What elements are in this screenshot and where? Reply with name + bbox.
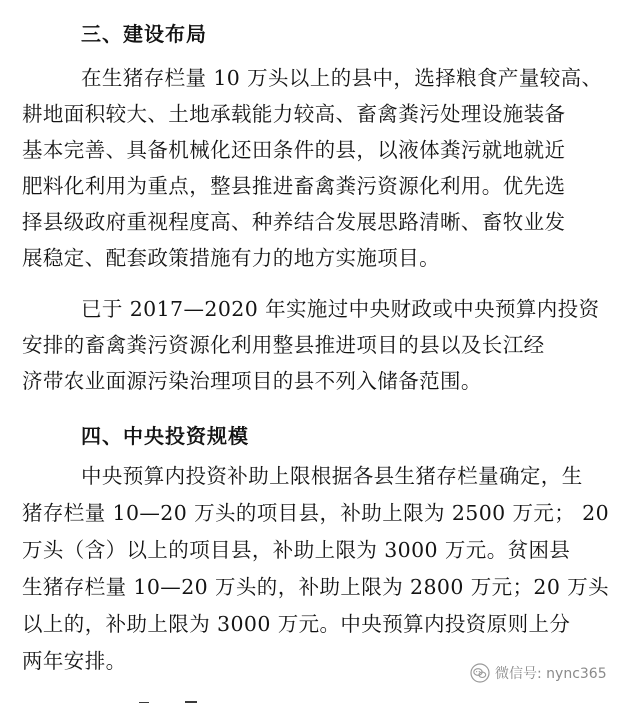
paragraph-line: 中央预算内投资补助上限根据各县生猪存栏量确定，生 — [81, 464, 583, 488]
paragraph-line: 安排的畜禽粪污资源化利用整县推进项目的县以及长江经 — [22, 333, 545, 357]
paragraph-line: 两年安排。 — [22, 649, 127, 673]
paragraph-line: 展稳定、配套政策措施有力的地方实施项目。 — [22, 246, 440, 270]
paragraph-line: 已于 2017—2020 年实施过中央财政或中央预算内投资 — [81, 297, 600, 321]
paragraph-line: 择县级政府重视程度高、种养结合发展思路清晰、畜牧业发 — [22, 210, 566, 234]
paragraph-line: 耕地面积较大、土地承载能力较高、畜禽粪污处理设施装备 — [22, 102, 566, 126]
section-heading-investment: 四、中央投资规模 — [81, 424, 249, 448]
watermark-text: 微信号: nync365 — [495, 666, 607, 682]
cropped-line-fragment — [125, 693, 245, 703]
paragraph-line: 基本完善、具备机械化还田条件的县，以液体粪污就地就近 — [22, 138, 566, 162]
paragraph-line: 猪存栏量 10—20 万头的项目县，补助上限为 2500 万元； 20 — [22, 501, 610, 525]
paragraph-line: 以上的，补助上限为 3000 万元。中央预算内投资原则上分 — [22, 612, 571, 636]
wechat-watermark — [470, 661, 607, 685]
paragraph-line: 济带农业面源污染治理项目的县不列入储备范围。 — [22, 369, 482, 393]
section-heading-layout: 三、建设布局 — [81, 22, 207, 46]
paragraph-line: 在生猪存栏量 10 万头以上的县中，选择粮食产量较高、 — [81, 66, 603, 90]
paragraph-line: 肥料化利用为重点，整县推进畜禽粪污资源化利用。优先选 — [22, 174, 566, 198]
paragraph-line: 万头（含）以上的项目县，补助上限为 3000 万元。贫困县 — [22, 538, 571, 562]
wechat-icon — [470, 663, 490, 683]
paragraph-line: 生猪存栏量 10—20 万头的，补助上限为 2800 万元；20 万头 — [22, 575, 610, 599]
